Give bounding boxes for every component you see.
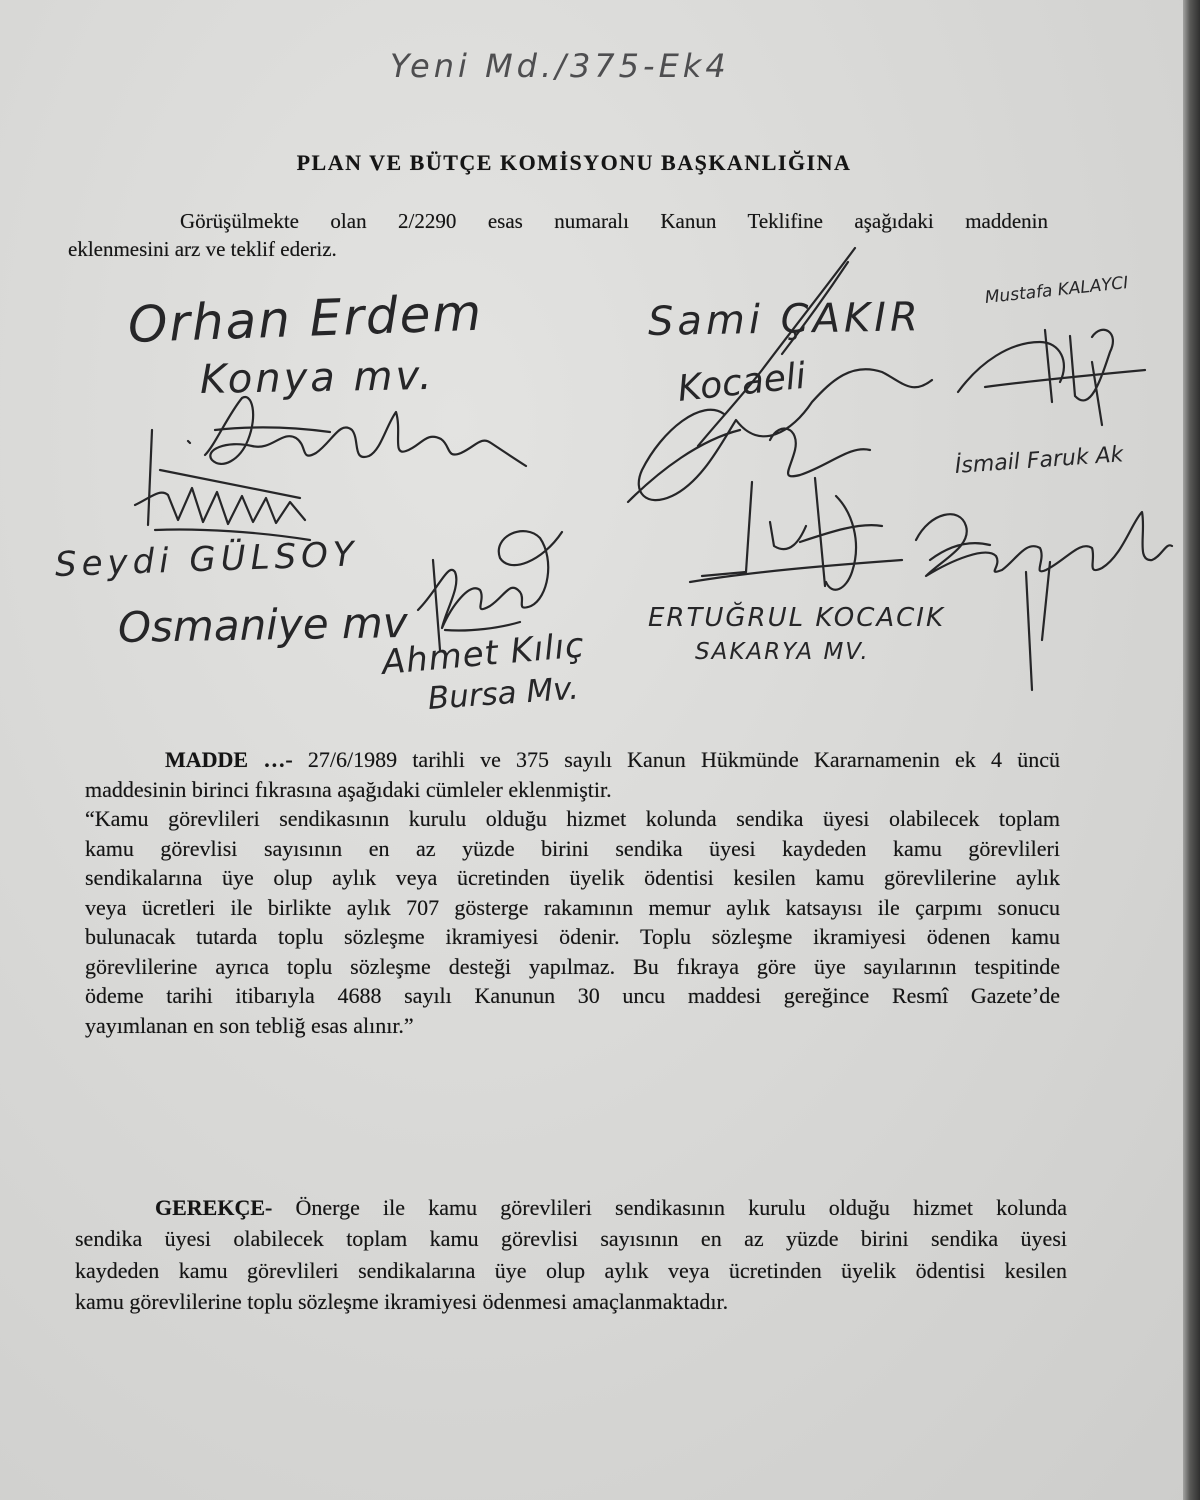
quote-line: yayımlanan en son tebliğ esas alınır.”: [85, 1012, 414, 1038]
madde-line: [85, 745, 1060, 775]
madde-line: maddesinin birinci fıkrasına aşağıdaki cümleler eklenmiştir.: [85, 776, 612, 802]
gerekce-text: Önerge ile kamu görevlileri sendikasının kurulu olduğu hizmet kolunda: [295, 1195, 1067, 1220]
handwritten-name-orhan-erdem: Orhan Erdem: [126, 283, 484, 354]
handwritten-province-osmaniye: Osmaniye mv: [117, 597, 409, 652]
madde-section: [85, 745, 1060, 1040]
signature-mustafa-kalayci: [958, 330, 1145, 425]
signature-seydi-gulsoy: [135, 430, 310, 540]
page-title: PLAN VE BÜTÇE KOMİSYONU BAŞKANLIĞINA: [296, 150, 852, 175]
paper-edge-shadow: [1183, 0, 1200, 1500]
intro-line: Görüşülmekte olan 2/2290 esas numaralı Kanun Teklifine aşağıdaki maddenin: [180, 209, 1048, 233]
quote-line: görevlilerine ayrıca toplu sözleşme desteği yapılmaz. Bu fıkraya göre üye sayılarının tespitinde: [85, 953, 1060, 979]
handwritten-name-ertugrul-kocacik: ERTUĞRUL KOCACIK: [648, 603, 946, 633]
handwritten-name-seydi-gulsoy: Seydi GÜLSOY: [54, 534, 360, 585]
madde-text: 27/6/1989 tarihli ve 375 sayılı Kanun Hükmünde Kararnamenin ek 4 üncü: [307, 747, 1060, 772]
handwritten-name-ahmet-kilic: Ahmet Kılıç: [380, 625, 587, 683]
quote-line: sendikalarına üye olup aylık veya ücretinden üyelik ödentisi kesilen kamu görevlilerine aylık: [85, 865, 1060, 890]
gerekce-line: kaydeden kamu görevlileri sendikalarına üye olup aylık veya ücretinden üyelik ödentisi kesilen: [75, 1257, 1067, 1283]
handwritten-province-sakarya: SAKARYA MV.: [695, 639, 870, 665]
gerekce-label: GEREKÇE-: [155, 1195, 273, 1220]
handwritten-province-bursa: Bursa Mv.: [426, 670, 580, 717]
quote-line: kamu görevlisi sayısının en az yüzde birini sendika üyesi kaydeden kamu görevlileri: [85, 835, 1060, 861]
gerekce-section: [75, 1192, 1067, 1317]
gerekce-line: [75, 1192, 1067, 1223]
quote-line: veya ücretleri ile birlikte aylık 707 gösterge rakamının memur aylık katsayısı ile çarpımı sonucu: [85, 894, 1060, 920]
handwritten-reference: Yeni Md./375-Ek4: [390, 47, 730, 85]
signature-ismail-faruk-aksu: [916, 512, 1172, 690]
quote-line: ödeme tarihi itibarıyla 4688 sayılı Kanunun 30 uncu maddesi gereğince Resmî Gazete’de: [85, 983, 1060, 1008]
intro-line: eklenmesini arz ve teklif ederiz.: [68, 237, 337, 261]
madde-label: MADDE …-: [165, 747, 293, 772]
quote-line: “Kamu görevlileri sendikasının kurulu olduğu hizmet kolunda sendika üyesi olabilecek toplam: [85, 806, 1060, 831]
gerekce-line: sendika üyesi olabilecek toplam kamu görevlisi sayısının en az yüzde birini sendika üyesi: [75, 1226, 1067, 1252]
handwritten-province-konya: Konya mv.: [199, 352, 435, 403]
gerekce-line: kamu görevlilerine toplu sözleşme ikramiyesi ödenmesi amaçlanmaktadır.: [75, 1288, 729, 1314]
handwritten-province-kocaeli: Kocaeli: [675, 355, 808, 410]
quote-line: bulunacak tutarda toplu sözleşme ikramiyesi ödenir. Toplu sözleşme ikramiyesi ödenen kamu: [85, 924, 1060, 949]
handwritten-name-mustafa-kalayci: Mustafa KALAYCI: [983, 273, 1130, 308]
handwritten-name-ismail-faruk: İsmail Faruk Ak: [954, 442, 1125, 479]
intro-paragraph: [68, 207, 1048, 263]
signature-orhan-erdem: [188, 397, 526, 466]
signature-ertugrul-kocacik: [690, 478, 902, 590]
handwritten-name-sami-cakir: Sami ÇAKIR: [647, 294, 923, 345]
